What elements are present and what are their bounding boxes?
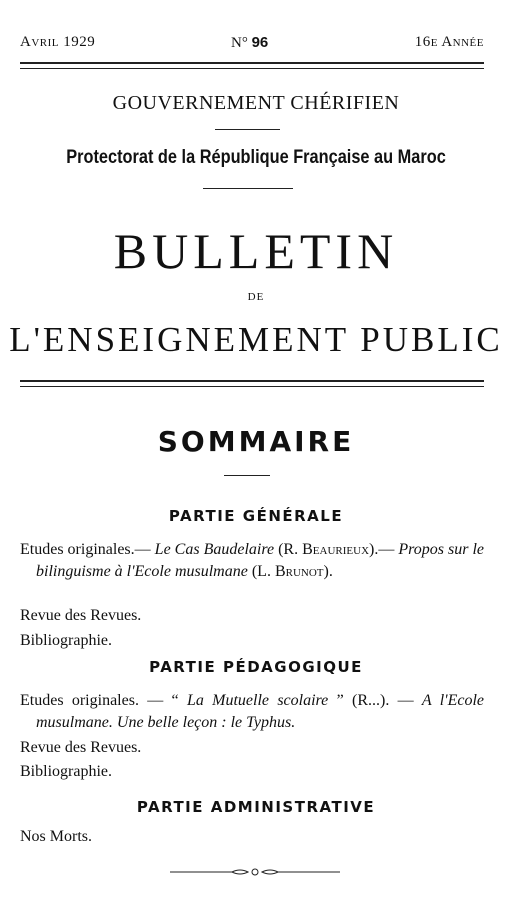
issue-date: Avril 1929 <box>20 34 96 50</box>
author-open: (L. <box>247 563 275 580</box>
government-line: GOUVERNEMENT CHÉRIFIEN <box>112 92 400 114</box>
article-title: Le Cas Baudelaire <box>154 541 275 558</box>
toc-entry-bibliographie-generale: Bibliographie. <box>20 632 112 649</box>
entry-suffix: ” (R...). — <box>328 692 422 709</box>
toc-entry-etudes-generale <box>20 539 484 583</box>
masthead-divider-1 <box>215 129 280 130</box>
toc-entry-nos-morts: Nos Morts. <box>20 828 93 845</box>
toc-entry-revue-pedagogique: Revue des Revues. <box>20 739 142 756</box>
protectorate-line: Protectorat de la République Française au Maroc <box>66 147 446 168</box>
sommaire-divider <box>224 475 270 476</box>
bulletin-subtitle: L'ENSEIGNEMENT PUBLIC <box>9 320 503 359</box>
section-title-administrative: PARTIE ADMINISTRATIVE <box>136 798 376 816</box>
masthead-divider-2 <box>203 188 293 189</box>
issue-number-prefix: N° <box>231 35 248 51</box>
entry-prefix: Etudes originales. — “ <box>20 692 187 709</box>
section-title-generale: PARTIE GÉNÉRALE <box>168 507 344 525</box>
title-connector: DE <box>247 291 265 303</box>
masthead-double-rule <box>20 380 484 387</box>
issue-number <box>231 34 268 52</box>
article-title: La Mutuelle scolaire <box>186 692 329 709</box>
author-open: (R. <box>274 541 303 558</box>
issue-number-value: 96 <box>251 34 269 51</box>
toc-entry-etudes-pedagogique <box>20 690 484 734</box>
entry-prefix: Etudes originales.— <box>20 541 155 558</box>
header-double-rule <box>20 62 484 69</box>
sommaire-heading: SOMMAIRE <box>157 425 355 458</box>
article-title: Propos sur le bilinguisme à l'Ecole musulmane <box>36 541 485 580</box>
toc-entry-revue-generale: Revue des Revues. <box>20 607 142 624</box>
article-author: Brunot <box>274 563 324 580</box>
toc-entry-bibliographie-pedagogique: Bibliographie. <box>20 763 112 780</box>
article-title: A l'Ecole musulmane. Une belle leçon : le Typhus. <box>36 692 484 731</box>
bulletin-title: BULLETIN <box>113 223 399 279</box>
issue-header <box>20 34 484 56</box>
article-author: Beaurieux <box>302 541 370 558</box>
author-close: ).— <box>369 541 399 558</box>
issue-year: 16e Année <box>414 34 484 50</box>
author-close: ). <box>323 563 333 580</box>
closing-ornament-icon <box>170 866 340 878</box>
section-title-pedagogique: PARTIE PÉDAGOGIQUE <box>149 658 363 676</box>
